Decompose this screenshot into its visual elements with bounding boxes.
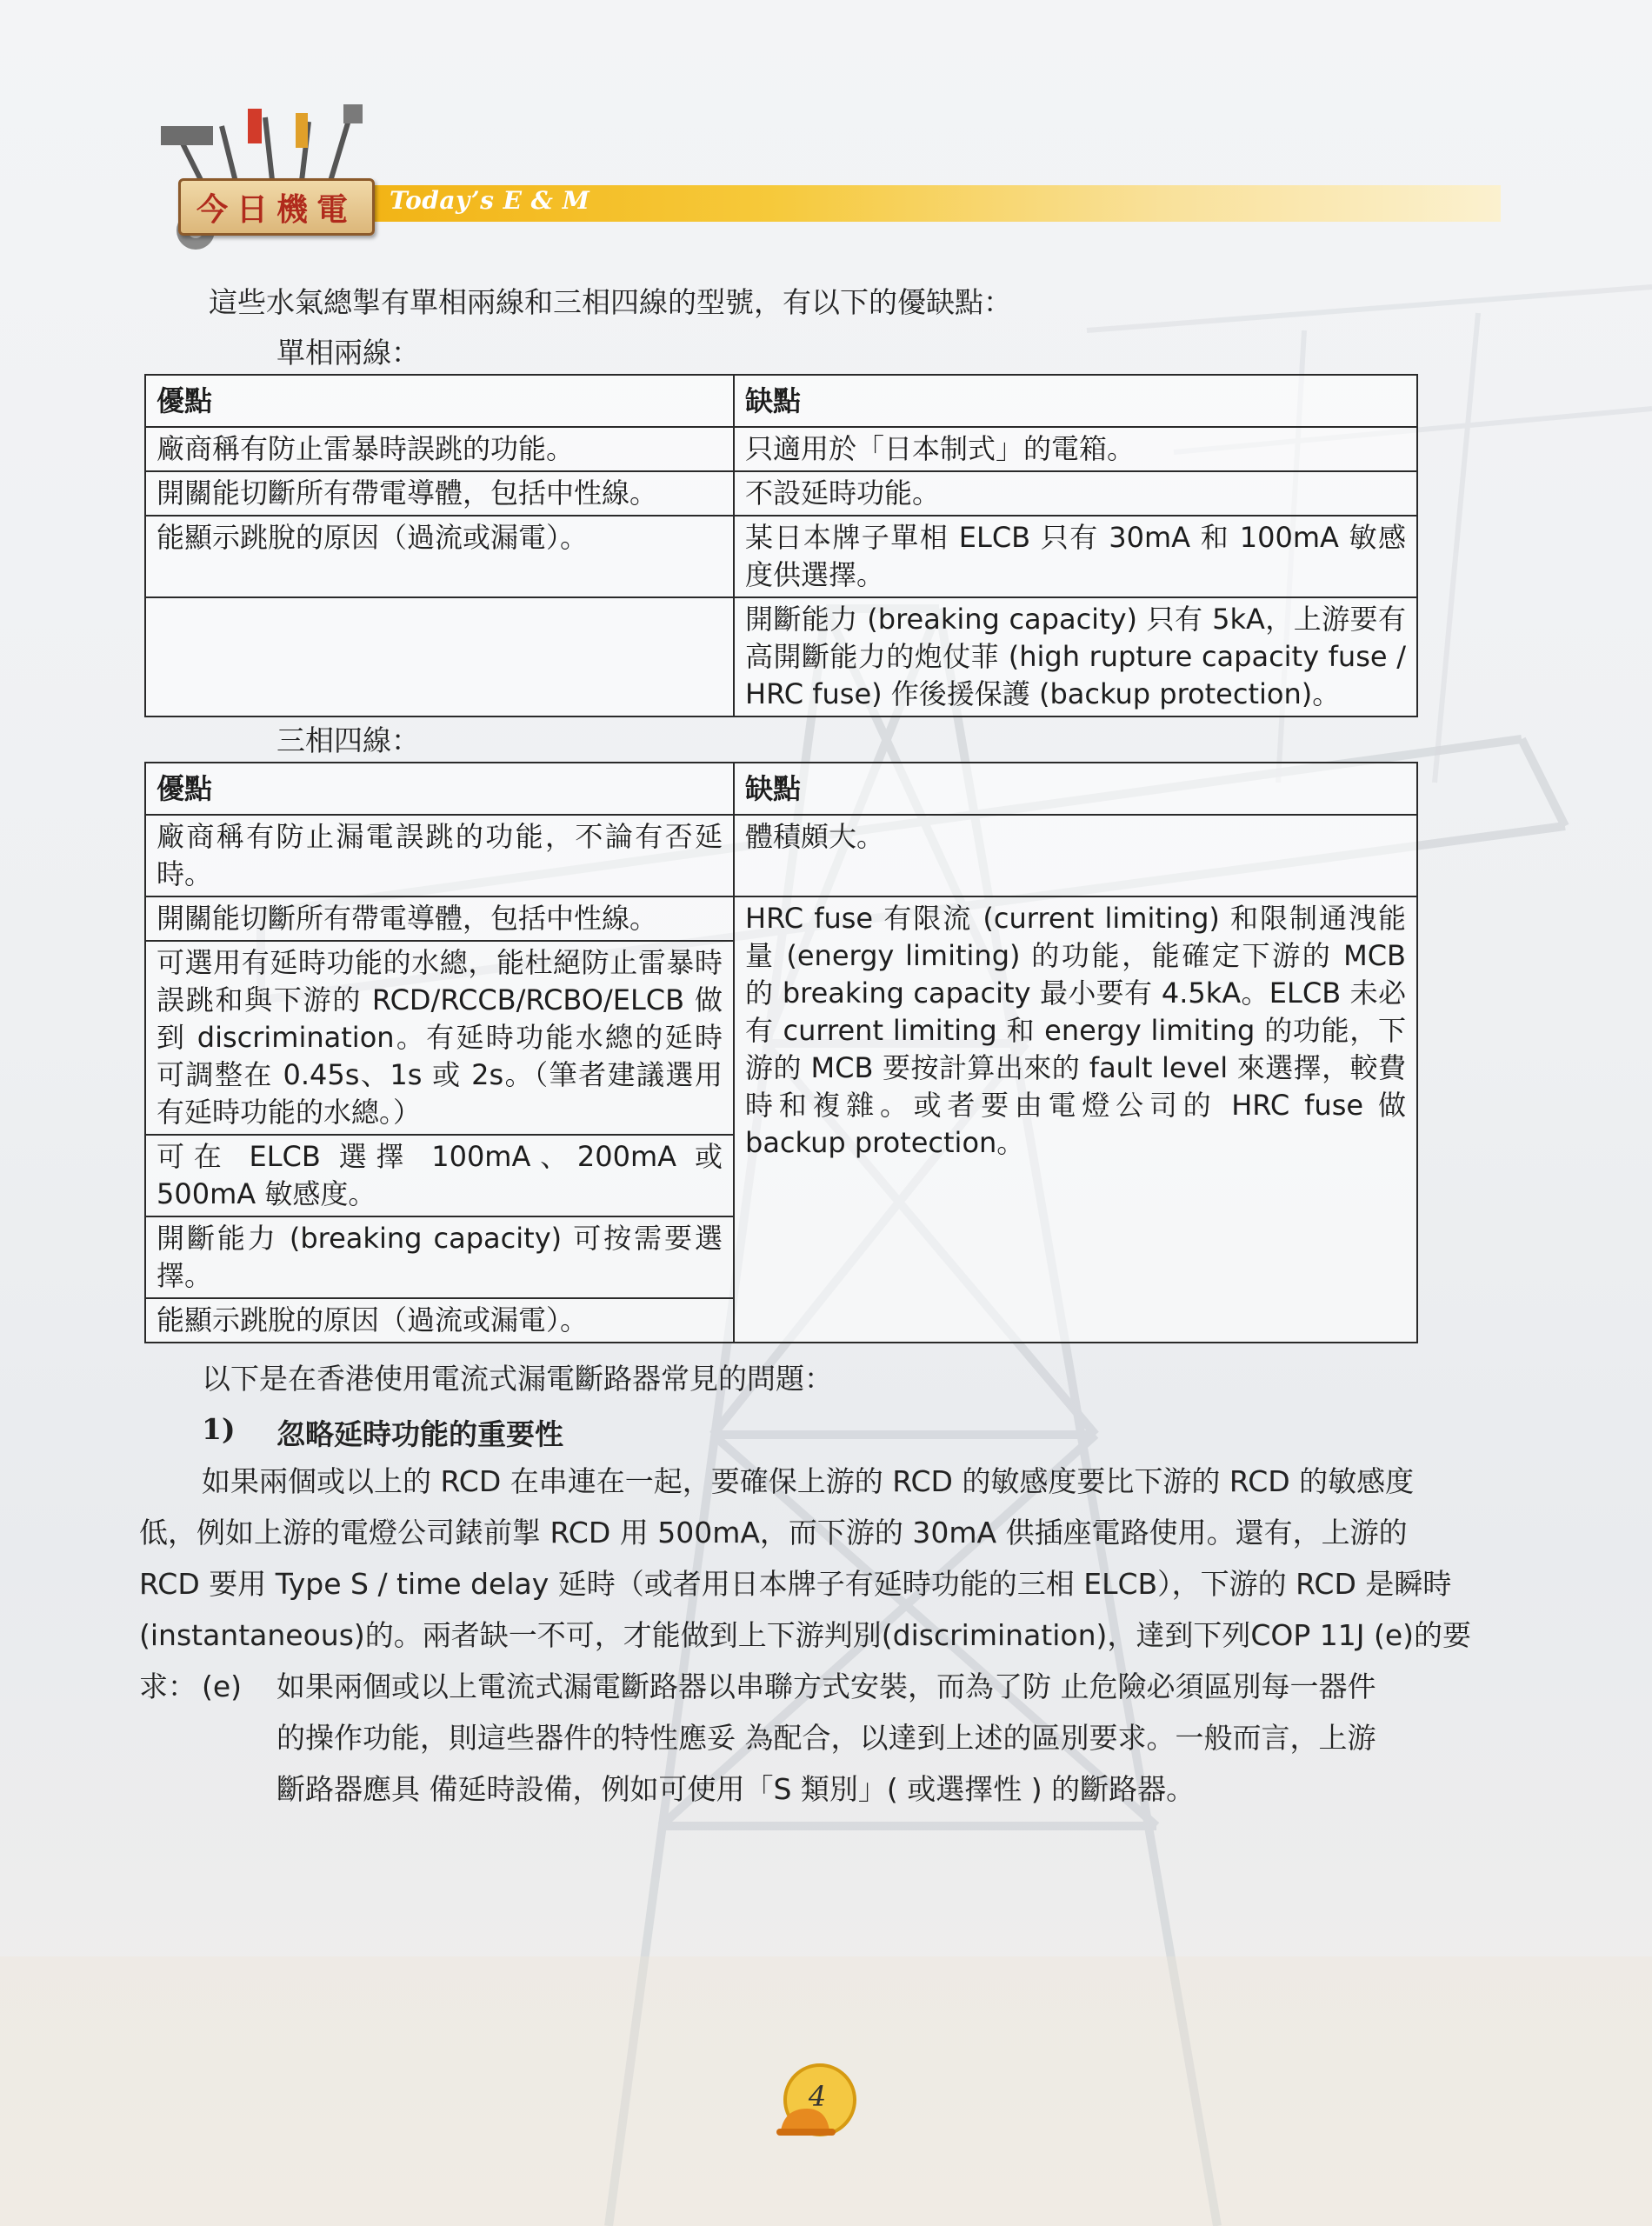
problems-intro: 以下是在香港使用電流式漏電斷路器常見的問題：: [202, 1362, 833, 1396]
table-row: [145, 427, 1417, 471]
pro-cell: 廠商稱有防止漏電誤跳的功能，不論有否延時。: [145, 815, 734, 896]
table-row: [145, 471, 1417, 516]
table-row: [145, 516, 1417, 597]
pro-cell: 開關能切斷所有帶電導體，包括中性線。: [145, 471, 734, 516]
con-cell: 某日本牌子單相 ELCB 只有 30mA 和 100mA 敏感度供選擇。: [734, 516, 1417, 597]
three-phase-label: 三相四線：: [276, 723, 420, 757]
cop-line: 如果兩個或以上電流式漏電斷路器以串聯方式安裝，而為了防 止危險必須區別每一器件: [276, 1670, 1376, 1703]
single-phase-label: 單相兩線：: [276, 336, 420, 370]
body-line: (instantaneous)的。兩者缺一不可，才能做到上下游判別(discrimination)，達到下列COP 11J (e)的要求：: [139, 1618, 1472, 1703]
header-subtitle: Today’s E & M: [390, 186, 590, 215]
pro-cell: 廠商稱有防止雷暴時誤跳的功能。: [145, 427, 734, 471]
pros-header: 優點: [145, 375, 734, 427]
pro-cell: 能顯示跳脫的原因（過流或漏電）。: [145, 516, 734, 597]
cop-marker: (e): [202, 1670, 243, 1703]
con-cell: HRC fuse 有限流 (current limiting) 和限制通洩能量 (energy limiting) 的功能，能確定下游的 MCB 的 breaking capacity 最小要有 4.5kA。ELCB 未必有 current limiting 和 energy limiting 的功能，下游的 MCB 要按計算出來的 fault level 來選擇，較費時和複雜。或者要由電燈公司的 HRC fuse 做 backup protection。: [734, 896, 1417, 1343]
cons-header: 缺點: [734, 375, 1417, 427]
pro-cell: 開斷能力 (breaking capacity) 可按需要選擇。: [145, 1216, 734, 1298]
pro-cell: 可選用有延時功能的水總，能杜絕防止雷暴時誤跳和與下游的 RCD/RCCB/RCBO/ELCB 做到 discrimination。有延時功能水總的延時可調整在 0.45s、1s 或 2s。（筆者建議選用有延時功能的水總。）: [145, 941, 734, 1135]
pro-cell: 能顯示跳脫的原因（過流或漏電）。: [145, 1298, 734, 1343]
logo-text: 今日機電: [196, 190, 356, 228]
table-row: [145, 815, 1417, 896]
pros-header: 優點: [145, 763, 734, 815]
logo-plaque: [178, 178, 375, 236]
cop-line: 的操作功能，則這些器件的特性應妥 為配合，以達到上述的區別要求。一般而言，上游: [276, 1721, 1376, 1755]
cons-header: 缺點: [734, 763, 1417, 815]
body-line: 如果兩個或以上的 RCD 在串連在一起，要確保上游的 RCD 的敏感度要比下游的 RCD 的敏感度: [202, 1464, 1415, 1498]
con-cell: 開斷能力 (breaking capacity) 只有 5kA，上游要有高開斷能力的炮仗菲 (high rupture capacity fuse / HRC fuse) 作後援保護 (backup protection)。: [734, 597, 1417, 716]
pro-cell: [145, 597, 734, 716]
cop-line: 斷路器應具 備延時設備，例如可使用「S 類別」( 或選擇性 ) 的斷路器。: [276, 1772, 1196, 1806]
table-row: [145, 896, 1417, 941]
table-header-row: [145, 375, 1417, 427]
section-number: 1): [202, 1412, 236, 1446]
table-row: [145, 597, 1417, 716]
single-phase-table: [144, 374, 1418, 717]
table-header-row: [145, 763, 1417, 815]
three-phase-table: [144, 762, 1418, 1343]
con-cell: 只適用於「日本制式」的電箱。: [734, 427, 1417, 471]
body-line: RCD 要用 Type S / time delay 延時（或者用日本牌子有延時功能的三相 ELCB），下游的 RCD 是瞬時: [139, 1567, 1452, 1601]
intro-text: 這些水氣總掣有單相兩線和三相四線的型號，有以下的優缺點：: [209, 285, 1012, 319]
section-title: 忽略延時功能的重要性: [276, 1417, 563, 1451]
con-cell: 體積頗大。: [734, 815, 1417, 896]
body-line: 低，例如上游的電燈公司錶前掣 RCD 用 500mA，而下游的 30mA 供插座電路使用。還有，上游的: [139, 1516, 1408, 1550]
con-cell: 不設延時功能。: [734, 471, 1417, 516]
pro-cell: 可在 ELCB 選擇 100mA、200mA 或 500mA 敏感度。: [145, 1135, 734, 1216]
pro-cell: 開關能切斷所有帶電導體，包括中性線。: [145, 896, 734, 941]
page-number: 4: [808, 2080, 827, 2113]
